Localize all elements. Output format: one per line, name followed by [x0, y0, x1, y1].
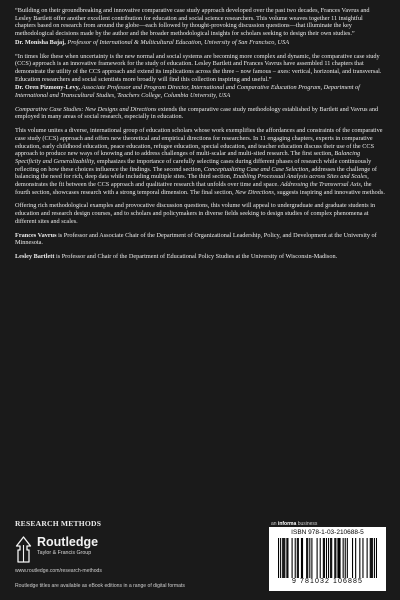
routledge-mark-icon	[15, 536, 32, 563]
section-2-title: Conceptualizing Case and Case Selection,	[203, 165, 310, 173]
book-title-italic: Comparative Case Studies: New Designs and Directions	[15, 105, 157, 113]
barcode-bar	[286, 538, 287, 578]
barcode-bar	[338, 538, 339, 578]
endorsement-1-quote: “Building on their groundbreaking and innovative comparative case study approach developed over the past two decades, Frances Vavrus and Lesley Bartlett offer another excellent contribution for education and social science researchers. This volume weaves together 11 insightful chapters based on research from around the globe—each followed by thought-provoking discussion questions—that illuminate the key methodological decisions made by the author and the broader methodological insights for scholars seeking to design their own studies.”	[15, 7, 370, 38]
publisher-group: Taylor & Francis Group	[37, 550, 92, 556]
publisher-logo	[15, 535, 155, 569]
barcode-bar	[347, 538, 348, 578]
barcode-bar	[362, 538, 363, 578]
barcode-bar	[280, 538, 281, 578]
barcode-bar	[284, 538, 285, 578]
isbn-label: ISBN 978-1-03-210688-5	[291, 529, 364, 536]
barcode-bar	[337, 538, 338, 578]
barcode-panel	[269, 527, 386, 591]
barcode-bar	[367, 538, 368, 578]
endorsement-1-attribution	[15, 39, 385, 47]
barcode-bar	[339, 538, 340, 578]
barcode-bar	[376, 538, 377, 578]
barcode-bar	[355, 538, 356, 578]
barcode-bar	[292, 538, 293, 578]
barcode-bar	[287, 538, 288, 578]
barcode-bar	[343, 538, 344, 578]
barcode-bar	[282, 538, 283, 578]
barcode-bar	[301, 538, 302, 578]
endorsement-2-attribution	[15, 84, 385, 99]
bio-bartlett-name: Lesley Bartlett	[15, 252, 55, 260]
description-text-4: demonstrates the fit between the CCS approach and qualitative research that unfolds over time and space.	[15, 181, 279, 189]
publisher-url: www.routledge.com/research-methods	[15, 568, 102, 574]
description-text-1: This volume unites a diverse, international group of education scholars whose work exemplifies the affordances and constraints of the comparative case study (CCS) approach and offers new theoretical and empirical directions for researchers. In 11 engaging chapters, experts in comparative education, early childhood education, peace education, refugee education, special education, and teacher education discuss their use of the CCS approach to produce new ways of knowing and to address challenges of multi-scalar and multi-sited research. The first section,	[15, 127, 383, 158]
informa-brand: informa	[277, 521, 297, 527]
endorsement-2-author: Dr. Oren Pizmony-Levy,	[15, 84, 80, 92]
barcode-bar	[331, 538, 332, 578]
description-text-5: the fourth section, showcases research with a strong temporal dimension. The final section,	[15, 181, 372, 196]
endorsement-2-quote: “In times like these when uncertainty is the new normal and social systems are becoming more complex and dynamic, the comparative case study (CCS) approach is an innovative framework for the study of education. Lesley Bartlett and Frances Vavrus have assembled 11 chapters that demonstrate the utility of the CCS approach and extend its implications across the three – now famous – axes: vertical, horizontal, and transversal. Education researchers and social scientists more broadly will find this collection inspiring and useful.”	[15, 52, 382, 83]
barcode-bar	[330, 538, 331, 578]
section-5-title: New Directions,	[235, 188, 276, 196]
barcode-bar	[370, 538, 371, 578]
barcode-bar	[320, 538, 321, 578]
barcode-bar	[317, 538, 318, 578]
barcode-bar	[326, 538, 327, 578]
barcode-bar	[311, 538, 312, 578]
back-cover-text	[15, 7, 385, 267]
section-1-title: Balancing Specificity and Generalizability,	[15, 150, 361, 165]
endorsement-1-affiliation: Professor of International & Multicultural Education, University of San Francisco, USA	[67, 38, 290, 46]
description-text-2: emphasizes the importance of carefully selecting cases during different phases of research while continuously reflecting on how these choices influence the findings. The second section,	[15, 157, 372, 173]
closing-paragraph: Offering rich methodological examples and provocative discussion questions, this volume will appeal to undergraduate and graduate students in education and research design courses, and to scholars and policymakers in diverse fields seeking to design studies of complex phenomena at different sites and scales.	[15, 202, 376, 225]
intro-paragraph	[15, 106, 385, 121]
ebook-note: Routledge titles are available as eBook editions in a range of digital formats	[15, 583, 185, 589]
barcode-bar	[298, 538, 299, 578]
bio-bartlett	[15, 253, 385, 261]
barcode-bar	[283, 538, 284, 578]
barcode-bar	[309, 538, 310, 578]
barcode-bar	[335, 538, 336, 578]
barcode-bar	[306, 538, 307, 578]
barcode-bar	[297, 538, 298, 578]
endorsement-1-author: Dr. Monisha Bajaj,	[15, 38, 66, 46]
description-text-3: addresses the challenge of balancing the need for rich, deep data while including multiple sites. The third section,	[15, 165, 377, 181]
barcode-bar	[278, 538, 279, 578]
section-4-title: Addressing the Transversal Axis,	[280, 181, 363, 189]
barcode-bar	[374, 538, 375, 578]
barcode-bar	[372, 538, 373, 578]
intro-text: extends the comparative case study methodology established by Bartlett and Vavrus and employed in many areas of social research, especially in education.	[15, 105, 379, 121]
publisher-name: Routledge	[37, 535, 99, 549]
barcode-bar	[328, 538, 329, 578]
barcode-bar	[307, 538, 308, 578]
barcode-bar	[352, 538, 353, 578]
bio-vavrus-name: Frances Vavrus	[15, 231, 57, 239]
barcode-bar	[324, 538, 325, 578]
bio-bartlett-text: is Professor and Chair of the Department of Educational Policy Studies at the University of Wisconsin-Madison.	[54, 252, 338, 260]
barcode-icon	[278, 538, 377, 578]
bio-vavrus-text: is Professor and Associate Chair of the Department of Organizational Leadership, Policy, and Development at the University of Minnesota.	[15, 231, 377, 247]
informa-prefix: an	[271, 521, 277, 527]
barcode-digits: 9 781032 106885	[292, 578, 363, 585]
bio-vavrus	[15, 232, 385, 247]
barcode-bar	[323, 538, 324, 578]
barcode-bar	[334, 538, 335, 578]
description-paragraph	[15, 127, 385, 196]
barcode-bar	[359, 538, 360, 578]
series-name: RESEARCH METHODS	[15, 519, 102, 528]
barcode-bar	[345, 538, 346, 578]
barcode-bar	[295, 538, 296, 578]
barcode-bar	[302, 538, 303, 578]
barcode-bar	[371, 538, 372, 578]
section-3-title: Enabling Processual Analysis across Sites and Scales,	[233, 173, 369, 181]
endorsement-2-affiliation: Associate Professor and Program Director, International and Comparative Education Program, Department of International and Transcultural Studies, Teachers College, Columbia University, USA	[15, 84, 360, 100]
description-text-6: suggests inspiring and innovative methods.	[277, 188, 385, 196]
informa-suffix: business	[297, 521, 318, 527]
